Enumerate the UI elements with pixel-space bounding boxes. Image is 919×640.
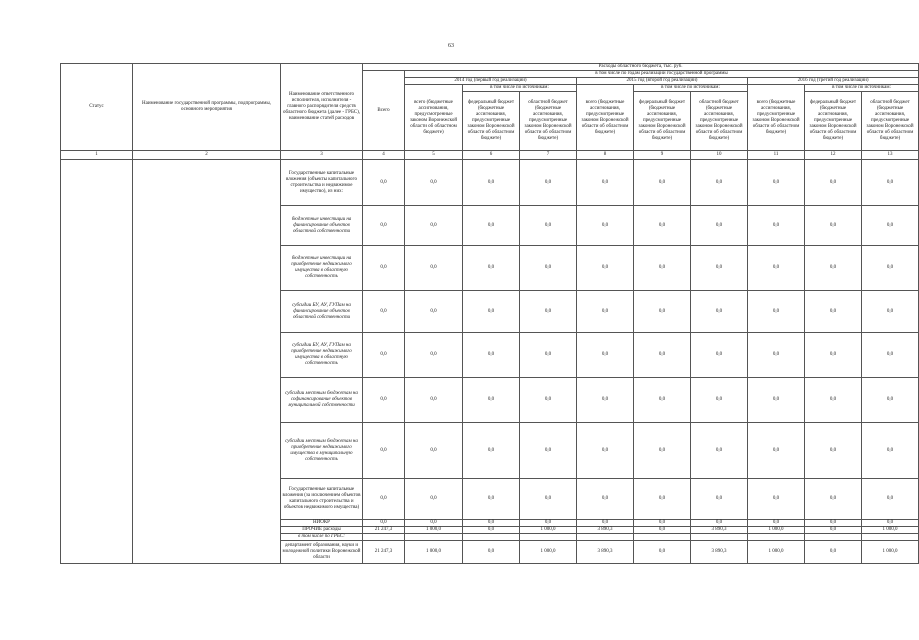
row-label: Государственные капитальные вложения (за исключением объектов капитального строительства и объектов недвижимого имущества) [281, 479, 363, 520]
value-cell: 1 000,0 [862, 541, 919, 564]
value-cell: 0,0 [805, 479, 862, 520]
header-status: Статус [61, 64, 133, 151]
value-cell: 0,0 [463, 206, 520, 246]
value-cell: 0,0 [691, 291, 748, 333]
header-responsible: Наименование ответственного исполнителя, исполнителя - главного распорядителя средств областного бюджета (далее - ГРБС), наименование статей расходов [281, 64, 363, 151]
value-cell: 0,0 [577, 206, 634, 246]
value-cell: 0,0 [405, 378, 463, 423]
value-cell: 0,0 [634, 479, 691, 520]
value-cell: 0,0 [363, 378, 405, 423]
value-cell: 0,0 [463, 520, 520, 527]
value-cell: 0,0 [691, 378, 748, 423]
value-cell: 1 000,0 [405, 541, 463, 564]
header-by-sources: в том числе по источникам: [805, 85, 919, 92]
value-cell: 0,0 [805, 527, 862, 534]
value-cell: 0,0 [363, 520, 405, 527]
value-cell: 0,0 [405, 206, 463, 246]
value-cell: 0,0 [405, 520, 463, 527]
header-col-all: всего (бюджетные ассигнования, предусмотренные законом Воронежской области об областном бюджете) [405, 85, 463, 151]
row-label: бюджетные инвестиции на финансирование объектов областной собственности [281, 206, 363, 246]
program-name-cell [133, 160, 281, 564]
column-number: 7 [520, 151, 577, 160]
value-cell: 0,0 [520, 520, 577, 527]
row-label: субсидии местным бюджетам на софинансирование объектов муниципальной собственности [281, 378, 363, 423]
value-cell: 0,0 [520, 206, 577, 246]
value-cell: 3 890,3 [577, 527, 634, 534]
column-number: 13 [862, 151, 919, 160]
budget-table [60, 63, 919, 564]
value-cell: 0,0 [691, 479, 748, 520]
column-number: 8 [577, 151, 634, 160]
value-cell [634, 534, 691, 541]
value-cell: 0,0 [805, 520, 862, 527]
value-cell [405, 534, 463, 541]
value-cell: 0,0 [577, 378, 634, 423]
value-cell: 0,0 [691, 423, 748, 479]
value-cell: 0,0 [463, 479, 520, 520]
value-cell: 0,0 [805, 423, 862, 479]
value-cell: 0,0 [748, 520, 805, 527]
value-cell: 0,0 [463, 291, 520, 333]
value-cell: 0,0 [748, 160, 805, 206]
value-cell: 0,0 [463, 541, 520, 564]
row-label: бюджетные инвестиции на приобретение недвижимого имущества в областную собственность [281, 246, 363, 291]
value-cell: 0,0 [577, 520, 634, 527]
value-cell: 1 000,0 [405, 527, 463, 534]
value-cell: 0,0 [405, 333, 463, 378]
value-cell: 0,0 [634, 527, 691, 534]
column-number: 11 [748, 151, 805, 160]
header-by-sources: в том числе по источникам: [463, 85, 577, 92]
header-col-all: всего (бюджетные ассигнования, предусмотренные законом Воронежской области об областном бюджете) [577, 85, 634, 151]
value-cell: 0,0 [805, 378, 862, 423]
value-cell: 0,0 [520, 423, 577, 479]
value-cell [577, 534, 634, 541]
header-year-2014: 2014 год (первый год реализации) [405, 78, 577, 85]
value-cell [463, 534, 520, 541]
column-number: 2 [133, 151, 281, 160]
value-cell: 0,0 [520, 479, 577, 520]
status-cell [61, 160, 133, 564]
value-cell: 0,0 [463, 160, 520, 206]
value-cell: 0,0 [805, 160, 862, 206]
value-cell: 0,0 [691, 206, 748, 246]
value-cell: 0,0 [363, 246, 405, 291]
header-year-2015: 2015 год (второй год реализации) [577, 78, 748, 85]
value-cell: 0,0 [463, 527, 520, 534]
value-cell: 0,0 [748, 206, 805, 246]
header-col-federal: федеральный бюджет (бюджетные ассигнования, предусмотренные законом Воронежской области об областном бюджете) [634, 92, 691, 151]
value-cell: 0,0 [405, 423, 463, 479]
table-body [61, 160, 919, 564]
value-cell: 0,0 [577, 246, 634, 291]
value-cell: 0,0 [405, 160, 463, 206]
value-cell: 0,0 [363, 479, 405, 520]
value-cell: 0,0 [748, 423, 805, 479]
value-cell: 0,0 [805, 291, 862, 333]
value-cell: 0,0 [577, 291, 634, 333]
value-cell [691, 534, 748, 541]
value-cell: 0,0 [463, 423, 520, 479]
value-cell: 0,0 [363, 333, 405, 378]
value-cell [363, 534, 405, 541]
value-cell: 0,0 [634, 291, 691, 333]
value-cell: 0,0 [634, 520, 691, 527]
table-row [61, 160, 919, 206]
value-cell: 0,0 [634, 541, 691, 564]
value-cell: 0,0 [748, 291, 805, 333]
header-col-federal: федеральный бюджет (бюджетные ассигнования, предусмотренные законом Воронежской области об областном бюджете) [805, 92, 862, 151]
value-cell: 0,0 [634, 333, 691, 378]
value-cell: 0,0 [862, 160, 919, 206]
value-cell: 0,0 [634, 246, 691, 291]
column-number: 9 [634, 151, 691, 160]
column-number: 1 [61, 151, 133, 160]
value-cell: 0,0 [363, 206, 405, 246]
value-cell: 1 000,0 [862, 527, 919, 534]
value-cell: 0,0 [691, 246, 748, 291]
value-cell: 1 000,0 [748, 541, 805, 564]
column-number: 10 [691, 151, 748, 160]
value-cell: 0,0 [577, 423, 634, 479]
value-cell: 0,0 [363, 160, 405, 206]
value-cell: 0,0 [748, 333, 805, 378]
column-number: 4 [363, 151, 405, 160]
header-col-regional: областной бюджет (бюджетные ассигнования, предусмотренные законом Воронежской области об областном бюджете) [691, 92, 748, 151]
page-number: 63 [448, 43, 454, 49]
value-cell: 0,0 [634, 378, 691, 423]
row-label: субсидии БУ, АУ, ГУПам на приобретение недвижимого имущества в областную собственность [281, 333, 363, 378]
header-col-regional: областной бюджет (бюджетные ассигнования, предусмотренные законом Воронежской области об областном бюджете) [862, 92, 919, 151]
value-cell [748, 534, 805, 541]
value-cell: 0,0 [862, 291, 919, 333]
value-cell: 0,0 [862, 423, 919, 479]
row-label: субсидии БУ, АУ, ГУПам на финансирование объектов областной собственности [281, 291, 363, 333]
header-expenses: Расходы областного бюджета, тыс. руб. [363, 64, 919, 71]
value-cell: 0,0 [805, 206, 862, 246]
value-cell: 0,0 [805, 541, 862, 564]
value-cell: 0,0 [463, 378, 520, 423]
value-cell: 0,0 [463, 333, 520, 378]
value-cell: 0,0 [748, 378, 805, 423]
value-cell: 0,0 [520, 160, 577, 206]
row-label: в том числе по ГРБС: [281, 534, 363, 541]
row-label: субсидии местным бюджетам на приобретение недвижимого имущества в муниципальную собственность [281, 423, 363, 479]
value-cell: 1 000,0 [520, 541, 577, 564]
value-cell: 3 890,3 [577, 541, 634, 564]
column-number: 12 [805, 151, 862, 160]
value-cell: 0,0 [577, 479, 634, 520]
column-number: 3 [281, 151, 363, 160]
header-col-all: всего (бюджетные ассигнования, предусмотренные законом Воронежской области об областном бюджете) [748, 85, 805, 151]
value-cell: 0,0 [405, 246, 463, 291]
row-label: НИОКР [281, 520, 363, 527]
value-cell: 0,0 [805, 246, 862, 291]
value-cell: 0,0 [862, 378, 919, 423]
value-cell: 3 890,3 [691, 541, 748, 564]
header-total: Всего [363, 71, 405, 151]
value-cell: 0,0 [805, 333, 862, 378]
header-by-sources: в том числе по источникам: [634, 85, 748, 92]
value-cell: 0,0 [520, 291, 577, 333]
value-cell: 0,0 [463, 246, 520, 291]
value-cell: 0,0 [520, 378, 577, 423]
value-cell: 0,0 [862, 206, 919, 246]
header-col-regional: областной бюджет (бюджетные ассигнования, предусмотренные законом Воронежской области об областном бюджете) [520, 92, 577, 151]
value-cell: 0,0 [691, 160, 748, 206]
row-label: Государственные капитальные вложения (объекты капитального строительства и недвижимое имущество), из них: [281, 160, 363, 206]
value-cell: 0,0 [862, 246, 919, 291]
value-cell: 0,0 [691, 520, 748, 527]
value-cell: 0,0 [363, 423, 405, 479]
header-year-2016: 2016 год (третий год реализации) [748, 78, 919, 85]
value-cell: 1 000,0 [748, 527, 805, 534]
header-col-federal: федеральный бюджет (бюджетные ассигнования, предусмотренные законом Воронежской области об областном бюджете) [463, 92, 520, 151]
value-cell: 0,0 [862, 520, 919, 527]
value-cell: 0,0 [862, 479, 919, 520]
header-by-years: в том числе по годам реализации государственной программы [405, 71, 919, 78]
value-cell [805, 534, 862, 541]
value-cell: 0,0 [634, 206, 691, 246]
value-cell: 0,0 [748, 479, 805, 520]
value-cell: 0,0 [405, 479, 463, 520]
value-cell: 21 247,3 [363, 541, 405, 564]
value-cell: 0,0 [748, 246, 805, 291]
value-cell: 0,0 [520, 246, 577, 291]
value-cell: 1 000,0 [520, 527, 577, 534]
value-cell: 0,0 [862, 333, 919, 378]
value-cell [862, 534, 919, 541]
row-label: департамент образования, науки и молодежной политики Воронежской области [281, 541, 363, 564]
value-cell: 0,0 [577, 160, 634, 206]
value-cell: 0,0 [405, 291, 463, 333]
value-cell: 0,0 [363, 291, 405, 333]
column-number: 5 [405, 151, 463, 160]
value-cell: 0,0 [634, 423, 691, 479]
value-cell: 21 247,3 [363, 527, 405, 534]
value-cell: 0,0 [520, 333, 577, 378]
value-cell [520, 534, 577, 541]
value-cell: 0,0 [577, 333, 634, 378]
column-number: 6 [463, 151, 520, 160]
header-name: Наименование государственной программы, подпрограммы, основного мероприятия [133, 64, 281, 151]
value-cell: 3 890,3 [691, 527, 748, 534]
value-cell: 0,0 [634, 160, 691, 206]
row-label: ПРОЧИЕ расходы [281, 527, 363, 534]
value-cell: 0,0 [691, 333, 748, 378]
